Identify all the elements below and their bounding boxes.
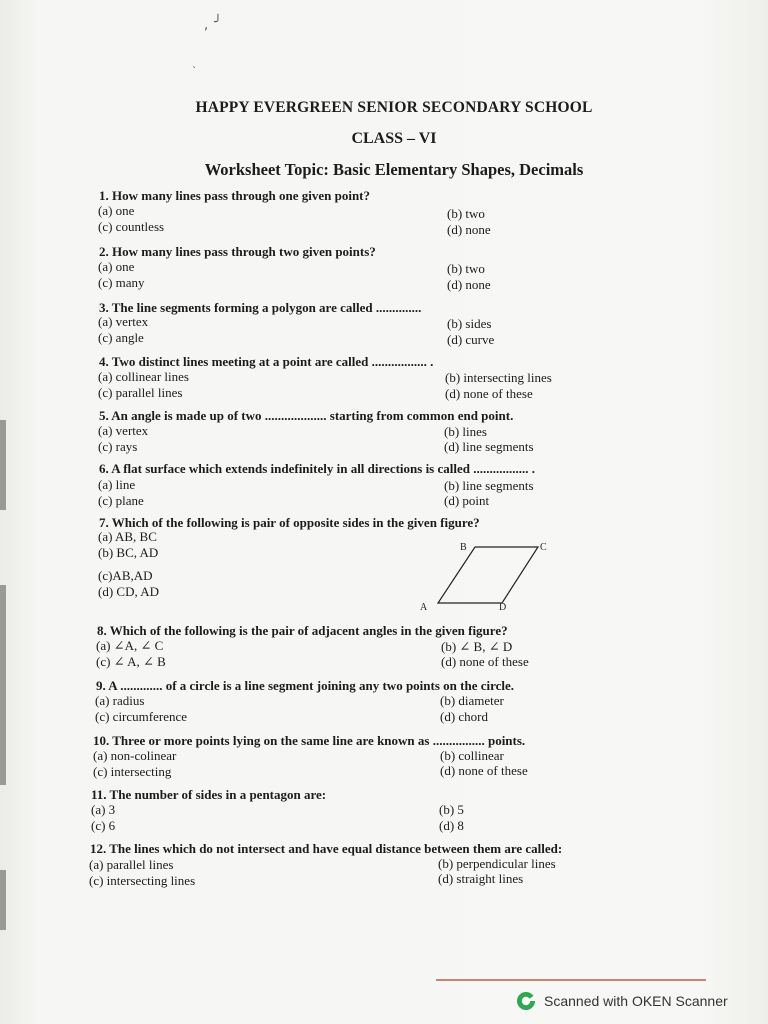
option-11c: (c) 6 [91,818,116,833]
option-12d: (d) straight lines [438,871,524,886]
question-1: 1. How many lines pass through one given point? [99,188,371,203]
option-10a: (a) non-colinear [93,748,177,763]
option-9d: (d) chord [440,709,489,724]
option-2d: (d) none [447,277,491,292]
option-4a: (a) collinear lines [98,369,189,384]
scanner-text: Scanned with OKEN Scanner [544,993,728,1009]
option-5a: (a) vertex [98,423,149,438]
option-9a: (a) radius [95,693,145,708]
option-6d: (d) point [444,493,490,508]
option-6a: (a) line [98,477,136,492]
option-3d: (d) curve [447,332,495,347]
option-5d: (d) line segments [444,439,534,454]
scan-edge-shadow [0,870,6,930]
question-8: 8. Which of the following is the pair of adjacent angles in the given figure? [97,623,508,638]
option-3c: (c) angle [98,330,144,345]
option-11a: (a) 3 [91,802,116,817]
option-8c: (c) ∠ A, ∠ B [96,654,166,669]
option-12a: (a) parallel lines [89,857,174,872]
option-6c: (c) plane [98,493,144,508]
scan-footer-line [436,979,706,981]
option-7b: (b) BC, AD [98,545,159,560]
parallelogram-figure [414,538,564,616]
option-3a: (a) vertex [98,314,149,329]
option-7c: (c)AB,AD [98,568,153,583]
option-9c: (c) circumference [95,709,188,724]
question-7: 7. Which of the following is pair of opposite sides in the given figure? [99,515,480,530]
question-2: 2. How many lines pass through two given points? [99,244,376,259]
option-2c: (c) many [98,275,145,290]
option-1b: (b) two [447,206,485,221]
parallelogram-shape [438,547,538,603]
option-11b: (b) 5 [439,802,464,817]
option-10c: (c) intersecting [93,764,172,779]
option-6b: (b) line segments [444,478,534,493]
worksheet-topic: Worksheet Topic: Basic Elementary Shapes, Decimals [204,160,584,179]
question-3: 3. The line segments forming a polygon are called .............. [99,300,422,315]
option-8b: (b) ∠ B, ∠ D [441,639,513,654]
option-12c: (c) intersecting lines [89,873,196,888]
question-10: 10. Three or more points lying on the same line are known as ................ points. [93,733,526,748]
option-1c: (c) countless [98,219,165,234]
vertex-label-c: C [540,542,547,553]
option-3b: (b) sides [447,316,492,331]
option-4c: (c) parallel lines [98,385,183,400]
scan-speck: ╯ [214,15,222,30]
option-4b: (b) intersecting lines [445,370,552,385]
option-12b: (b) perpendicular lines [438,856,556,871]
option-2a: (a) one [98,259,135,274]
question-9: 9. A ............. of a circle is a line segment joining any two points on the circle. [96,678,515,693]
vertex-label-b: B [460,542,467,553]
option-8a: (a) ∠A, ∠ C [96,638,164,653]
option-5b: (b) lines [444,424,487,439]
question-12: 12. The lines which do not intersect and have equal distance between them are called: [90,841,563,856]
scan-edge-shadow [0,585,6,785]
scan-edge-shadow [0,420,6,510]
option-2b: (b) two [447,261,485,276]
question-11: 11. The number of sides in a pentagon are: [91,787,327,802]
option-8d: (d) none of these [441,654,529,669]
class-title: CLASS – VI [351,130,437,147]
option-9b: (b) diameter [440,693,504,708]
question-6: 6. A flat surface which extends indefinitely in all directions is called ................. . [99,461,535,476]
vertex-label-a: A [420,602,428,613]
option-7a: (a) AB, BC [98,529,157,544]
school-name: HAPPY EVERGREEN SENIOR SECONDARY SCHOOL [195,99,593,116]
option-4d: (d) none of these [445,386,533,401]
option-10b: (b) collinear [440,748,504,763]
option-10d: (d) none of these [440,763,528,778]
question-5: 5. An angle is made up of two ................... starting from common end point. [99,408,514,423]
option-5c: (c) rays [98,439,138,454]
option-11d: (d) 8 [439,818,464,833]
scan-speck: ` [192,66,197,77]
scanner-logo-icon [516,991,536,1011]
scanner-watermark [516,990,728,1012]
option-1d: (d) none [447,222,491,237]
vertex-label-d: D [499,602,507,613]
scan-speck: , [204,18,209,33]
option-1a: (a) one [98,203,135,218]
question-4: 4. Two distinct lines meeting at a point are called ................. . [99,354,434,369]
option-7d: (d) CD, AD [98,584,160,599]
